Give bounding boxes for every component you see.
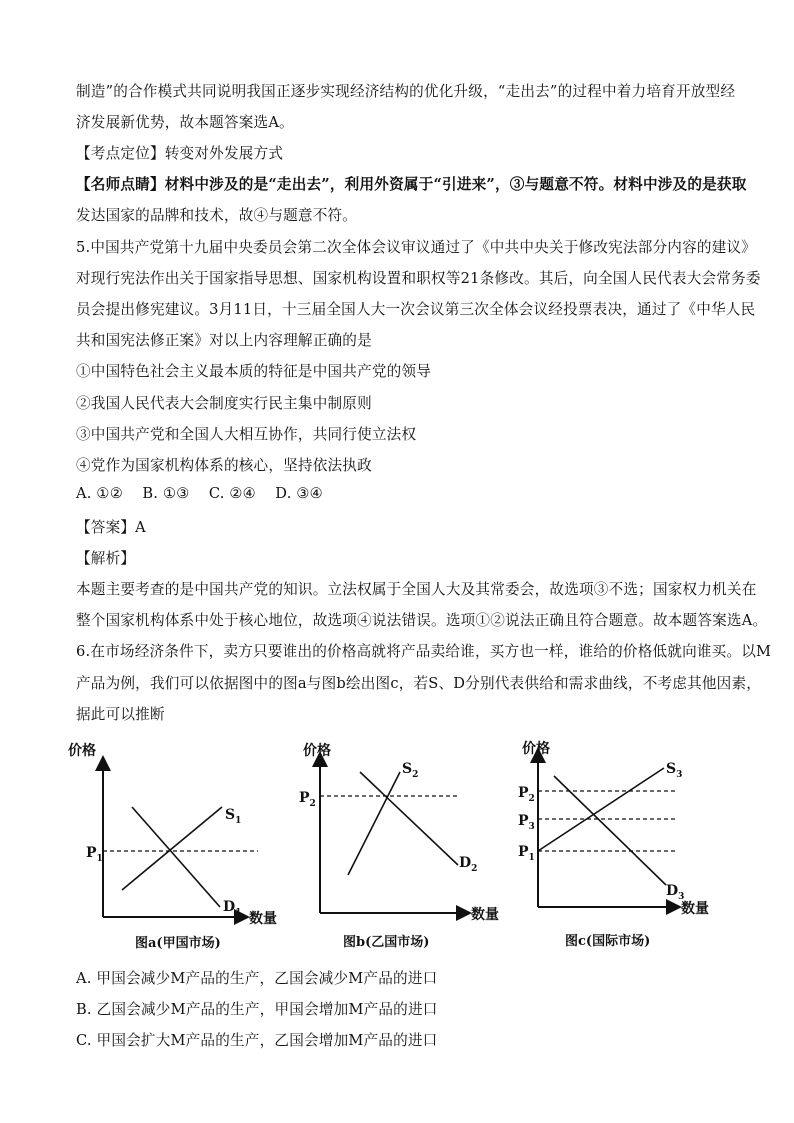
graph-c-quantity-label: 数量: [681, 901, 709, 917]
graph-c-price-label: 价格: [522, 741, 550, 757]
graph-b-price-sub: 2: [309, 799, 316, 809]
graph-a-demand-sub: 1: [235, 908, 242, 918]
answer-heading: 【答案】A: [76, 519, 146, 536]
text-line: 对现行宪法作出关于国家指导思想、国家机构设置和职权等21条修改。其后，向全国人民代表大会常务委: [76, 270, 761, 287]
graph-b-price-label: 价格: [303, 743, 331, 759]
text-line: 发达国家的品牌和技术，故④与题意不符。: [76, 207, 358, 224]
answer-options: A. ①② B. ①③ C. ②④ D. ③④: [76, 485, 323, 502]
graph-a-demand-label: D: [223, 899, 236, 915]
graph-c-caption: 图c(国际市场): [565, 934, 651, 949]
svg-text:S3: [666, 761, 682, 780]
option-a: A. 甲国会减少M产品的生产，乙国会减少M产品的进口: [76, 970, 438, 987]
graph-b-demand-label: D: [459, 855, 472, 871]
text-line: 制造”的合作模式共同说明我国正逐步实现经济结构的优化升级，“走出去”的过程中着力培育开放型经: [76, 83, 736, 100]
graph-c-demand-sub: 3: [678, 892, 685, 902]
graph-a-caption: 图a(甲国市场): [135, 936, 221, 951]
graph-c-price-sub-top: 2: [528, 794, 535, 804]
graph-c-supply-sub: 3: [676, 770, 683, 780]
graph-a-supply-sub: 1: [235, 816, 242, 826]
svg-text:P2: [518, 785, 535, 804]
graph-b-demand-sub: 2: [471, 864, 478, 874]
graph-c-supply-curve: [538, 768, 664, 851]
svg-text:S2: [402, 761, 418, 780]
text-line: 据此可以推断: [76, 706, 165, 723]
graph-b-price-level: P: [299, 790, 310, 806]
graph-b-quantity-label: 数量: [471, 907, 499, 923]
svg-text:D2: [459, 855, 477, 874]
text-line: 共和国宪法修正案》对以上内容理解正确的是: [76, 332, 372, 349]
supply-demand-figure: [60, 735, 740, 957]
graph-a-demand-curve: [132, 807, 220, 907]
svg-text:P1: [518, 844, 535, 863]
svg-text:P3: [518, 813, 535, 832]
statement-2: ②我国人民代表大会制度实行民主集中制原则: [76, 395, 372, 412]
statement-4: ④党作为国家机构体系的核心，坚持依法执政: [76, 457, 372, 474]
graph-c-price-level-top: P: [518, 785, 529, 801]
graph-a: [68, 742, 277, 951]
statement-1: ①中国特色社会主义最本质的特征是中国共产党的领导: [76, 363, 432, 380]
graph-b-demand-curve: [360, 772, 458, 865]
text-line: 产品为例，我们可以依据图中的图a与图b绘出图c，若S、D分别代表供给和需求曲线，不考虑其他因素，: [76, 675, 762, 692]
graph-c-demand-curve: [554, 776, 666, 885]
text-line: 员会提出修宪建议。3月11日，十三届全国人大一次会议第三次全体会议经投票表决，通过了《中华人民: [76, 301, 756, 318]
graph-b-supply-sub: 2: [412, 770, 419, 780]
analysis-text: 本题主要考查的是中国共产党的知识。立法权属于全国人大及其常委会，故选项③不选；国家权力机关在: [76, 581, 757, 598]
teacher-note-line: 【名师点睛】材料中涉及的是“走出去”，利用外资属于“引进来”，③与题意不符。材料中涉及的是获取: [76, 176, 747, 193]
graph-c-demand-label: D: [666, 883, 679, 899]
graph-a-quantity-label: 数量: [249, 911, 277, 927]
svg-text:P1: [86, 845, 103, 864]
graph-a-price-level: P: [86, 845, 97, 861]
graph-c-price-sub-low: 1: [528, 853, 535, 863]
graph-c-price-level-low: P: [518, 844, 529, 860]
statement-3: ③中国共产党和全国人大相互协作，共同行使立法权: [76, 426, 417, 443]
svg-text:S1: [225, 807, 241, 826]
graph-b-supply-label: S: [402, 761, 413, 777]
graph-c-price-sub-mid: 3: [528, 822, 535, 832]
question-5-stem: 5.中国共产党第十九届中央委员会第二次全体会议审议通过了《中共中央关于修改宪法部分内容的建议》: [76, 239, 757, 256]
graph-a-price-sub: 1: [96, 854, 103, 864]
graph-a-supply-curve: [122, 807, 222, 890]
graph-c-price-level-mid: P: [518, 813, 529, 829]
graph-c-supply-label: S: [666, 761, 677, 777]
graph-c: [518, 740, 709, 949]
point-heading: 【考点定位】转变对外发展方式: [76, 145, 284, 162]
svg-text:D1: [223, 899, 241, 918]
graph-b-supply-curve: [348, 772, 400, 875]
option-c: C. 甲国会扩大M产品的生产，乙国会增加M产品的进口: [76, 1032, 438, 1049]
analysis-heading: 【解析】: [76, 550, 136, 567]
text-line: 济发展新优势，故本题答案选A。: [76, 114, 294, 131]
question-6-stem: 6.在市场经济条件下，卖方只要谁出的价格高就将产品卖给谁，买方也一样，谁给的价格低就向谁买。以M: [76, 643, 772, 660]
graph-b: [299, 742, 499, 950]
graph-a-price-label: 价格: [68, 743, 96, 759]
analysis-text: 整个国家机构体系中处于核心地位，故选项④说法错误。选项①②说法正确且符合题意。故本题答案选A。: [76, 612, 768, 629]
graph-b-caption: 图b(乙国市场): [343, 935, 430, 950]
svg-text:D3: [666, 883, 684, 902]
option-b: B. 乙国会减少M产品的生产，甲国会增加M产品的进口: [76, 1001, 438, 1018]
svg-text:P2: [299, 790, 316, 809]
graph-a-supply-label: S: [225, 807, 236, 823]
